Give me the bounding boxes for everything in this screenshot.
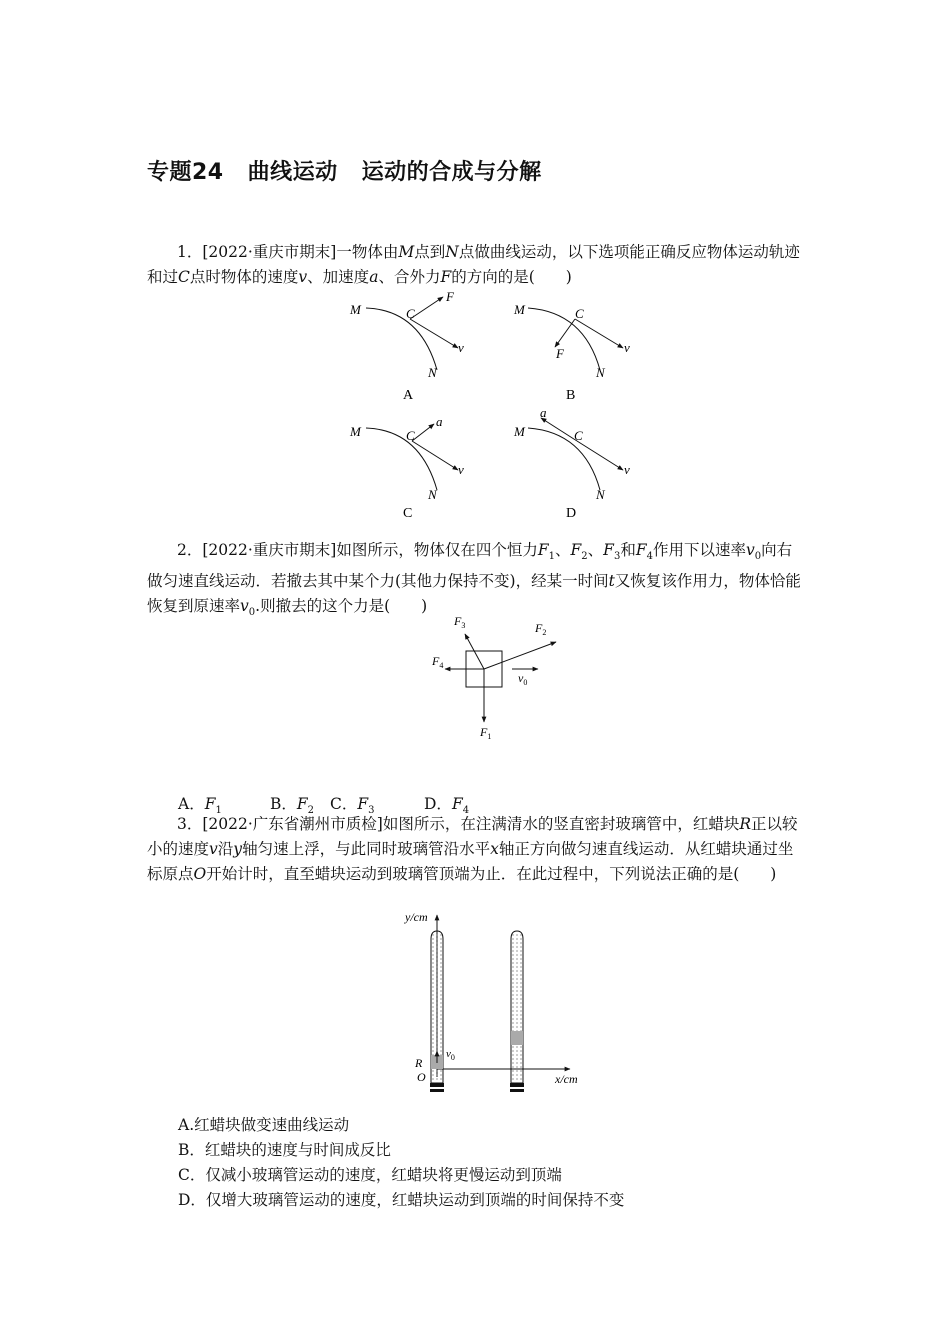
q3-number: 3． <box>177 815 203 833</box>
option-sub: 2 <box>307 805 315 817</box>
q3-text: 沿 <box>217 840 234 858</box>
q2-text: .则撤去的这个力是( ) <box>255 597 428 616</box>
label-v: v <box>458 340 464 355</box>
trajectory-curve <box>366 428 437 490</box>
q2-sub: 0 <box>754 551 762 563</box>
q1-text: 的方向的是( ) <box>451 268 572 286</box>
q1-figure-d <box>513 405 630 521</box>
title-part-2: 运动的合成与分解 <box>361 160 542 185</box>
label-c: C <box>406 306 415 321</box>
q2-var-f: F <box>537 541 549 559</box>
label-n: N <box>596 365 605 380</box>
title-part-1: 曲线运动 <box>247 160 338 185</box>
glass-tube-initial <box>430 931 444 1092</box>
label-n: N <box>428 487 437 502</box>
q3-text: 开始计时，直至蜡块运动到玻璃管顶端为止．在此过程中，下列说法正确的是( ) <box>206 865 777 883</box>
question-3-text <box>147 812 807 887</box>
label-v: v <box>458 462 464 477</box>
q3-var-y: y <box>233 840 243 858</box>
f2-arrow <box>484 642 556 669</box>
q3-option-d[interactable]: D．仅增大玻璃管运动的速度，红蜡块运动到顶端的时间保持不变 <box>178 1191 625 1209</box>
label-r: R <box>415 1056 423 1070</box>
q2-var-f: F <box>570 541 582 559</box>
option-label: C． <box>330 795 358 813</box>
q1-number: 1． <box>177 243 203 261</box>
label-m: M <box>514 302 525 317</box>
option-label: A． <box>178 795 205 813</box>
q2-var-t: t <box>608 572 615 591</box>
q2-text: 作用下以速率 <box>652 541 746 559</box>
velocity-arrow <box>412 441 458 470</box>
wax-block <box>511 1031 523 1045</box>
page-title <box>147 155 542 186</box>
label-f3: $F_3$ <box>454 614 466 630</box>
q2-text: 又恢复该作用力，物体恰能恢复到原速率 <box>147 572 801 616</box>
label-c: C <box>574 428 583 443</box>
option-var: F <box>451 795 463 813</box>
q1-var-f: F <box>440 268 452 286</box>
q2-text: 如图所示，物体仅在四个恒力 <box>336 541 538 559</box>
q3-option-b[interactable]: B．红蜡块的速度与时间成反比 <box>178 1141 391 1159</box>
q3-var-x: x <box>490 840 499 858</box>
label-m: M <box>350 424 361 439</box>
q1-text: 、合外力 <box>378 268 441 286</box>
option-letter: C <box>403 506 413 521</box>
option-letter: A <box>403 388 414 403</box>
q3-var-v: v <box>209 840 218 858</box>
option-var: F <box>204 795 216 813</box>
trajectory-curve <box>366 308 437 370</box>
q3-option-a[interactable]: A.红蜡块做变速曲线运动 <box>178 1116 350 1134</box>
q3-text: 正以较小的速度 <box>147 815 798 858</box>
q3-var-o: O <box>193 865 207 883</box>
label-v0: $v_0$ <box>446 1048 455 1062</box>
q2-sep: 、 <box>555 541 571 559</box>
force-arrow <box>555 319 575 347</box>
trajectory-curve <box>528 308 600 370</box>
q3-text: 轴匀速上浮，与此同时玻璃管沿水平 <box>242 840 491 858</box>
label-c: C <box>406 428 415 443</box>
label-f2: $F_2$ <box>535 621 547 637</box>
q3-source: [2022·广东省潮州市质检] <box>202 815 383 833</box>
q1-var-v: v <box>298 268 308 286</box>
force-arrow <box>410 297 443 319</box>
label-o: O <box>417 1070 426 1084</box>
label-f: F <box>556 346 564 361</box>
q3-option-c[interactable]: C．仅减小玻璃管运动的速度，红蜡块将更慢运动到顶端 <box>178 1166 562 1184</box>
q1-var-m: M <box>398 243 415 261</box>
q1-text: 点到 <box>414 243 446 261</box>
q1-var-c: C <box>178 268 190 286</box>
label-f: F <box>446 290 454 304</box>
q1-figure-b <box>513 302 630 403</box>
trajectory-curve <box>528 428 600 490</box>
q2-var-v: v <box>240 597 249 616</box>
question-3-figure <box>395 905 595 1100</box>
q1-text: 点时物体的速度 <box>189 268 299 286</box>
q1-text: 、加速度 <box>307 268 370 286</box>
label-n: N <box>596 487 605 502</box>
label-a: a <box>540 405 547 420</box>
question-1-text <box>147 240 807 290</box>
tube-stopper <box>510 1083 524 1087</box>
q2-text: 和 <box>620 541 636 559</box>
q1-source: [2022·重庆市期末] <box>202 243 337 261</box>
label-v: v <box>624 462 630 477</box>
q2-var-f: F <box>603 541 614 559</box>
q2-sub: 4 <box>646 551 653 563</box>
q1-var-a: a <box>369 268 379 286</box>
label-f4: $F_4$ <box>432 654 444 670</box>
q2-text: 向右做匀速直线运动．若撤去其中某个力(其他力保持不变)，经某一时间 <box>147 541 793 591</box>
label-m: M <box>514 424 525 439</box>
q1-figure-a <box>349 290 464 403</box>
q1-var-n: N <box>445 243 459 261</box>
question-1-figure <box>330 290 660 525</box>
q2-sub: 2 <box>581 551 588 563</box>
label-v0: $v_0$ <box>518 671 528 687</box>
q3-var-r: R <box>739 815 752 833</box>
label-v: v <box>624 340 630 355</box>
option-letter: B <box>566 388 576 403</box>
q2-sep: 、 <box>587 541 604 559</box>
y-axis-label: y/cm <box>405 910 428 924</box>
label-f1: $F_1$ <box>480 725 492 741</box>
acceleration-arrow <box>541 418 577 441</box>
option-var: F <box>296 795 308 813</box>
label-n: N <box>428 365 437 380</box>
q2-sub: 1 <box>548 551 555 563</box>
q2-sub: 0 <box>248 607 256 619</box>
acceleration-arrow <box>412 424 434 441</box>
q2-var-f: F <box>635 541 647 559</box>
glass-tube-moved <box>510 931 524 1092</box>
q2-number: 2． <box>177 541 203 559</box>
tube-stopper <box>430 1083 444 1087</box>
q2-sub: 3 <box>613 551 621 563</box>
q2-var-v: v <box>745 541 755 559</box>
label-a: a <box>436 414 443 429</box>
option-sub: 3 <box>368 805 375 817</box>
option-label: D． <box>424 795 452 813</box>
label-m: M <box>350 302 361 317</box>
option-sub: 1 <box>215 805 222 817</box>
option-letter: D <box>566 506 577 521</box>
q3-text: 轴正方向做匀速直线运动．从红蜡块通过坐标原点 <box>147 840 794 883</box>
q2-source: [2022·重庆市期末] <box>202 541 337 559</box>
option-label: B． <box>270 795 297 813</box>
velocity-arrow <box>410 319 458 348</box>
option-var: F <box>357 795 369 813</box>
q1-text: 点做曲线运动，以下选项能正确反应物体运动轨迹和过 <box>147 243 800 286</box>
q3-text: 如图所示，在注满清水的竖直密封玻璃管中，红蜡块 <box>382 815 740 833</box>
q1-text: 一物体由 <box>336 243 399 261</box>
q1-figure-c <box>349 414 464 521</box>
question-2-figure <box>420 612 570 742</box>
label-c: C <box>575 306 584 321</box>
option-sub: 4 <box>462 805 470 817</box>
x-axis-label: x/cm <box>555 1072 578 1086</box>
title-topic-number: 专题24 <box>147 160 224 185</box>
